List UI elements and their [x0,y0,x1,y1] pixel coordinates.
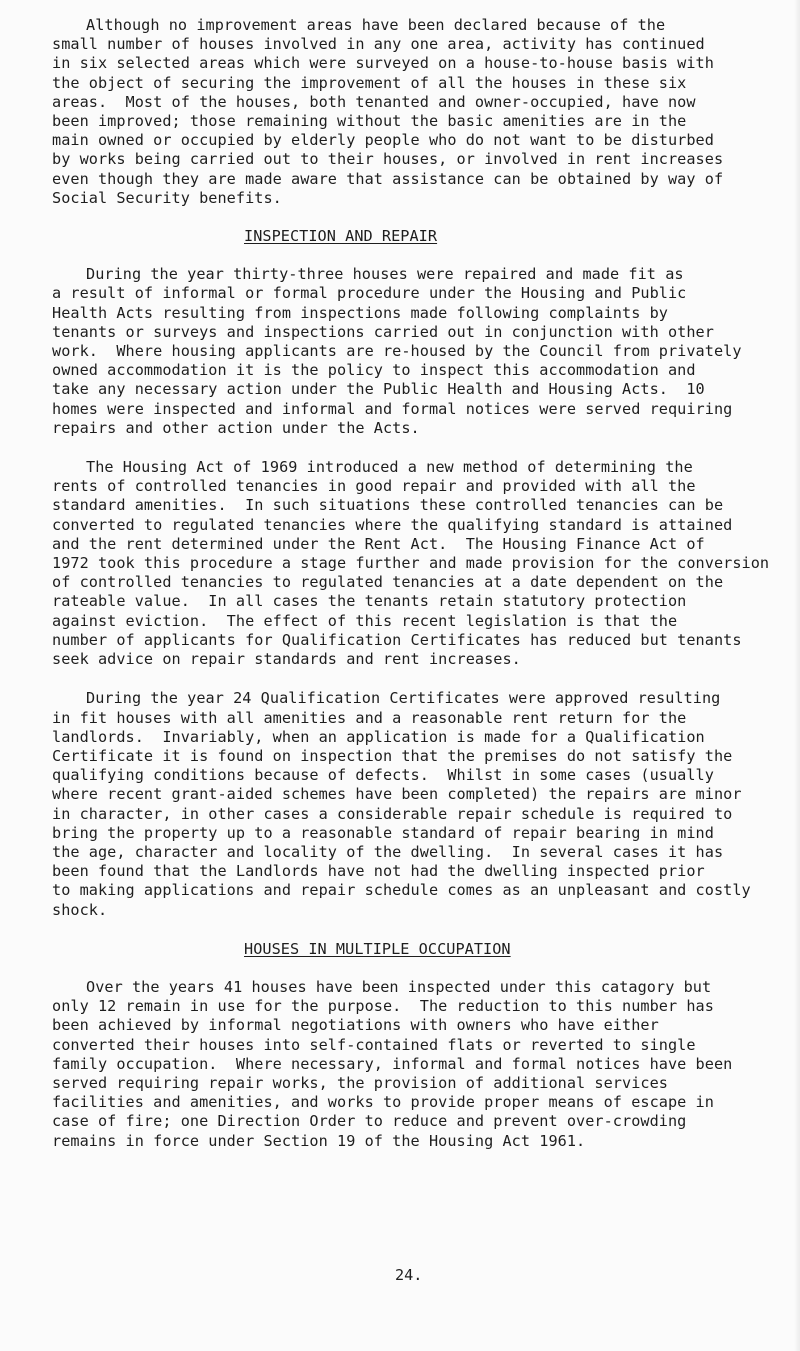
text-line: rents of controlled tenancies in good repair and provided with all the [52,477,696,496]
text-line: by works being carried out to their houses, or involved in rent increases [52,150,724,169]
text-line: case of fire; one Direction Order to reduce and prevent over-crowding [52,1112,687,1131]
text-line: converted their houses into self-contained flats or reverted to single [52,1035,696,1054]
text-line: family occupation. Where necessary, informal and formal notices have been [52,1054,733,1073]
text-line: tenants or surveys and inspections carried out in conjunction with other [52,322,714,341]
text-line: the object of securing the improvement of all the houses in these six [52,73,687,92]
text-line: been improved; those remaining without the basic amenities are in the [52,112,687,131]
text-line: remains in force under Section 19 of the Housing Act 1961. [52,1131,586,1150]
text-line: to making applications and repair schedule comes as an unpleasant and costly [52,881,751,900]
text-line: Over the years 41 houses have been inspected under this catagory but [86,977,712,996]
text-line: rateable value. In all cases the tenants retain statutory protection [52,592,687,611]
document-body [52,16,800,1151]
text-line: in fit houses with all amenities and a reasonable rent return for the [52,708,687,727]
section-heading-houses-in-multiple-occupation: HOUSES IN MULTIPLE OCCUPATION [244,939,511,958]
inspection-paragraph-1 [52,265,800,438]
text-line: and the rent determined under the Rent Act. The Housing Finance Act of [52,534,705,553]
text-line: been achieved by informal negotiations with owners who have either [52,1016,659,1035]
text-line: repairs and other action under the Acts. [52,418,420,437]
text-line: even though they are made aware that assistance can be obtained by way of [52,169,724,188]
text-line: landlords. Invariably, when an application is made for a Qualification [52,727,705,746]
page-number: 24. [395,1266,423,1284]
inspection-paragraph-3 [52,689,800,919]
text-line: small number of houses involved in any one area, activity has continued [52,35,705,54]
text-line: a result of informal or formal procedure under the Housing and Public [52,284,687,303]
text-line: only 12 remain in use for the purpose. The reduction to this number has [52,997,714,1016]
text-line: converted to regulated tenancies where the qualifying standard is attained [52,515,733,534]
page-edge-shadow [794,0,800,1351]
inspection-paragraph-2 [52,458,800,669]
text-line: homes were inspected and informal and formal notices were served requiring [52,399,733,418]
text-line: During the year 24 Qualification Certificates were approved resulting [86,689,721,708]
text-line: qualifying conditions because of defects. Whilst in some cases (usually [52,766,714,785]
text-line: areas. Most of the houses, both tenanted and owner-occupied, have now [52,92,696,111]
text-line: where recent grant-aided schemes have been completed) the repairs are minor [52,785,742,804]
text-line: take any necessary action under the Public Health and Housing Acts. 10 [52,380,705,399]
text-line: seek advice on repair standards and rent increases. [52,650,521,669]
text-line: During the year thirty-three houses were repaired and made fit as [86,265,684,284]
intro-paragraph [52,16,800,208]
text-line: work. Where housing applicants are re-housed by the Council from privately [52,342,742,361]
text-line: number of applicants for Qualification Certificates has reduced but tenants [52,630,742,649]
section-heading-inspection-and-repair: INSPECTION AND REPAIR [244,227,438,246]
text-line: Certificate it is found on inspection that the premises do not satisfy the [52,746,733,765]
text-line: 1972 took this procedure a stage further and made provision for the conversion [52,554,770,573]
text-line: owned accommodation it is the policy to inspect this accommodation and [52,361,696,380]
text-line: Health Acts resulting from inspections made following complaints by [52,303,668,322]
text-line: against eviction. The effect of this recent legislation is that the [52,611,678,630]
text-line: shock. [52,900,108,919]
multiple-occupation-paragraph [52,978,800,1151]
text-line: main owned or occupied by elderly people who do not want to be disturbed [52,131,714,150]
text-line: been found that the Landlords have not had the dwelling inspected prior [52,862,705,881]
text-line: served requiring repair works, the provision of additional services [52,1073,668,1092]
text-line: in character, in other cases a considerable repair schedule is required to [52,804,733,823]
text-line: The Housing Act of 1969 introduced a new method of determining the [86,458,693,477]
text-line: standard amenities. In such situations these controlled tenancies can be [52,496,724,515]
text-line: bring the property up to a reasonable standard of repair bearing in mind [52,823,714,842]
text-line: of controlled tenancies to regulated tenancies at a date dependent on the [52,573,724,592]
text-line: facilities and amenities, and works to provide proper means of escape in [52,1093,714,1112]
text-line: the age, character and locality of the dwelling. In several cases it has [52,842,724,861]
text-line: Although no improvement areas have been declared because of the [86,16,666,34]
text-line: in six selected areas which were surveyed on a house-to-house basis with [52,54,714,73]
text-line: Social Security benefits. [52,188,282,207]
